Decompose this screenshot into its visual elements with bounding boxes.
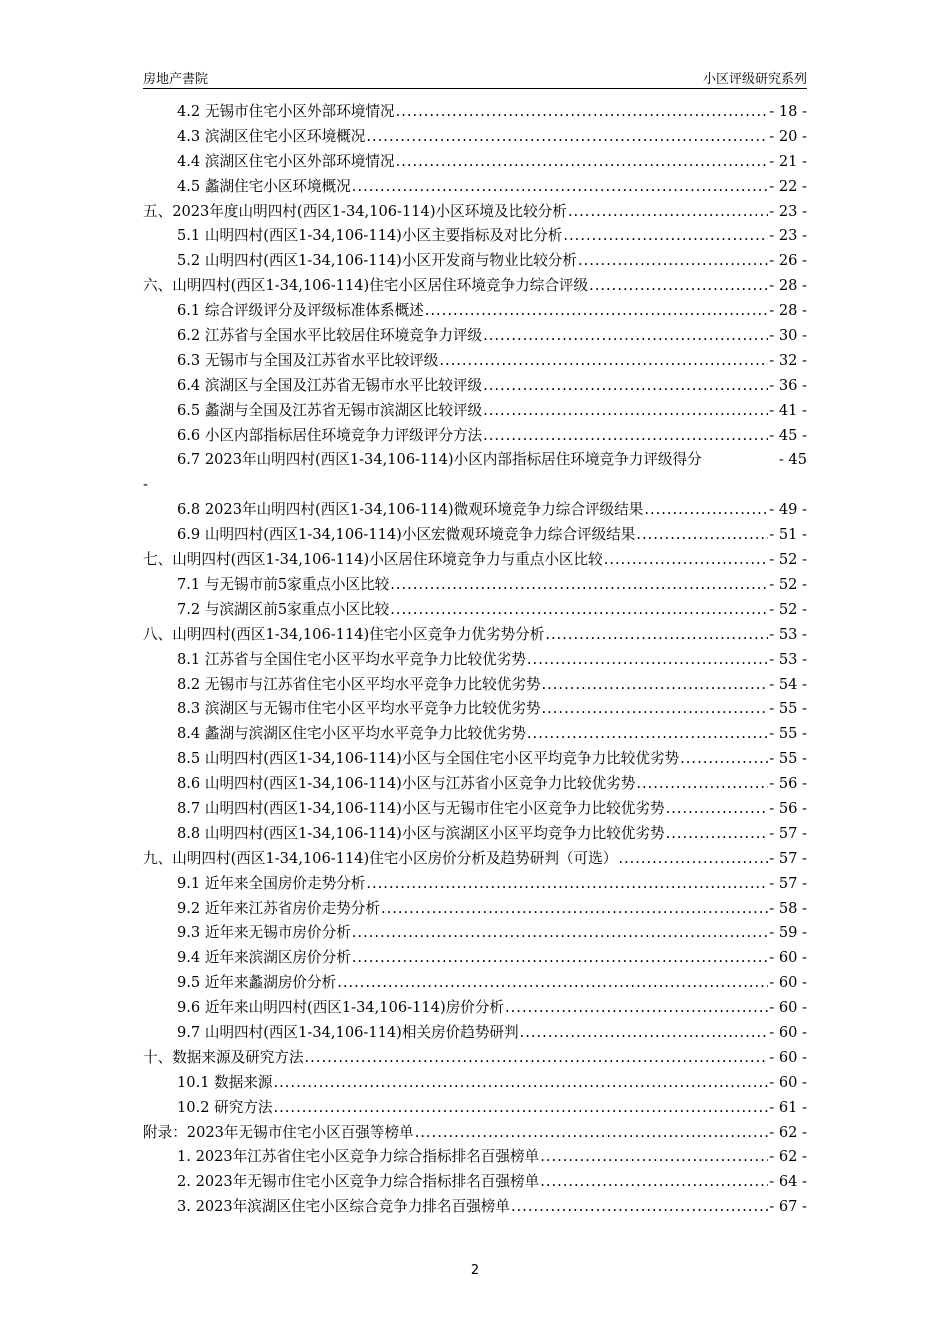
toc-entry-page: - 61 - [769,1098,807,1116]
toc-entry-page: - 62 - [769,1148,807,1166]
toc-entry[interactable] [143,1046,807,1071]
toc-entry[interactable] [143,424,807,449]
toc-entry-title: 5.1 山明四村(西区1-34,106-114)小区主要指标及对比分析 [177,227,563,245]
dot-leader [545,623,768,648]
dot-leader [390,598,768,623]
toc-entry[interactable] [143,697,807,722]
toc-entry[interactable] [143,971,807,996]
toc-entry[interactable] [143,1021,807,1046]
toc-entry[interactable] [143,747,807,772]
toc-entry-title: 6.4 滨湖区与全国及江苏省无锡市水平比较评级 [177,376,483,394]
toc-entry-page: - 60 - [769,974,807,992]
toc-entry[interactable] [143,224,807,249]
dot-leader [305,1046,769,1071]
toc-entry-page: - 64 - [769,1173,807,1191]
dot-leader [352,921,768,946]
toc-entry[interactable] [143,847,807,872]
toc-entry-title: 9.6 近年来山明四村(西区1-34,106-114)房价分析 [177,999,505,1017]
dot-leader [604,548,769,573]
toc-entry-title: 6.3 无锡市与全国及江苏省水平比较评级 [177,351,439,369]
toc-entry[interactable] [143,772,807,797]
toc-entry[interactable] [143,921,807,946]
toc-entry[interactable] [143,249,807,274]
dot-leader [636,772,768,797]
toc-entry-title: 8.4 蠡湖与滨湖区住宅小区平均水平竞争力比较优劣势 [177,725,526,743]
dot-leader [274,1071,769,1096]
toc-entry[interactable] [143,573,807,598]
toc-entry-page: - 55 - [769,700,807,718]
toc-entry-title: 9.1 近年来全国房价走势分析 [177,874,366,892]
dot-leader [527,648,768,673]
toc-entry-page: - 28 - [769,277,807,295]
toc-entry-page: - 62 - [769,1123,807,1141]
toc-entry[interactable] [143,523,807,548]
dot-leader [396,150,769,175]
dot-leader [439,349,768,374]
toc-entry-page: - 60 - [769,999,807,1017]
toc-entry-page: - 49 - [769,501,807,519]
toc-entry-page: - 18 - [769,103,807,120]
toc-entry[interactable] [143,1195,807,1220]
toc-entry-page: - 21 - [769,152,807,170]
toc-entry-page: - 67 - [769,1198,807,1216]
toc-entry-title: 6.5 蠡湖与全国及江苏省无锡市滨湖区比较评级 [177,401,483,419]
toc-entry-title: 5.2 山明四村(西区1-34,106-114)小区开发商与物业比较分析 [177,252,577,270]
toc-entry-page: - 28 - [769,302,807,320]
header-series-title: 小区评级研究系列 [702,72,807,87]
toc-entry-title: 附录：2023年无锡市住宅小区百强等榜单 [143,1123,414,1141]
toc-entry-page: - 57 - [769,874,807,892]
toc-entry-page: - 60 - [769,949,807,967]
toc-entry-title: 10.1 数据来源 [177,1073,273,1091]
toc-entry-title: 6.7 2023年山明四村(西区1-34,106-114)小区内部指标居住环境竞争力评级得分 [177,451,702,469]
toc-entry-title: 6.9 山明四村(西区1-34,106-114)小区宏微观环境竞争力综合评级结果 [177,526,636,544]
toc-entry[interactable] [143,822,807,847]
toc-entry-title: 8.5 山明四村(西区1-34,106-114)小区与全国住宅小区平均竞争力比较优劣势 [177,750,680,768]
dot-leader [666,822,769,847]
toc-entry-page: - 56 - [769,799,807,817]
toc-entry[interactable] [143,1096,807,1121]
toc-entry[interactable] [143,299,807,324]
table-of-contents [143,100,807,1220]
dot-leader [542,673,769,698]
toc-entry-page: - 23 - [769,202,807,220]
dot-leader [520,1021,769,1046]
toc-entry-page: - 36 - [769,376,807,394]
dot-leader [505,996,768,1021]
toc-entry-page: - 52 - [769,551,807,569]
toc-entry-page: - 54 - [769,675,807,693]
toc-entry-title: 8.3 滨湖区与无锡市住宅小区平均水平竞争力比较优劣势 [177,700,541,718]
toc-entry-title: 9.3 近年来无锡市房价分析 [177,924,351,942]
toc-entry[interactable] [143,150,807,175]
toc-entry[interactable] [143,324,807,349]
toc-entry[interactable] [143,200,807,225]
toc-entry-title: 7.2 与滨湖区前5家重点小区比较 [177,600,390,618]
toc-entry[interactable] [143,673,807,698]
toc-entry-page: - 57 - [769,849,807,867]
toc-entry-title: 8.6 山明四村(西区1-34,106-114)小区与江苏省小区竞争力比较优劣势 [177,775,636,793]
dot-leader [680,747,768,772]
dot-leader [636,523,768,548]
toc-entry-title: 8.2 无锡市与江苏省住宅小区平均水平竞争力比较优劣势 [177,675,541,693]
toc-entry-title: 9.5 近年来蠡湖房价分析 [177,974,337,992]
toc-entry-title: 五、2023年度山明四村(西区1-34,106-114)小区环境及比较分析 [143,202,567,220]
toc-entry-title: 4.2 无锡市住宅小区外部环境情况 [177,103,395,120]
toc-entry[interactable] [143,100,807,125]
dot-leader [618,847,768,872]
toc-entry[interactable] [143,1145,807,1170]
toc-entry[interactable] [143,722,807,747]
dot-leader [390,573,768,598]
toc-entry[interactable] [143,399,807,424]
toc-entry-page: - 52 - [769,600,807,618]
toc-entry-title: 4.4 滨湖区住宅小区外部环境情况 [177,152,395,170]
toc-entry[interactable] [143,996,807,1021]
toc-entry-title: 2. 2023年无锡市住宅小区竞争力综合指标排名百强榜单 [177,1173,540,1191]
toc-entry-page: - 45 - [769,426,807,444]
toc-entry-title: 9.4 近年来滨湖区房价分析 [177,949,351,967]
toc-entry-title: 7.1 与无锡市前5家重点小区比较 [177,575,390,593]
toc-entry-page: - 60 - [769,1048,807,1066]
dot-leader [483,374,768,399]
toc-entry[interactable] [143,598,807,623]
toc-entry[interactable] [143,448,807,498]
toc-entry-page: - 60 - [769,1023,807,1041]
toc-entry[interactable] [143,797,807,822]
toc-entry[interactable] [143,175,807,200]
dot-leader [483,399,768,424]
dot-leader [589,274,768,299]
toc-entry[interactable] [143,1071,807,1096]
dot-leader [352,946,768,971]
toc-entry[interactable] [143,946,807,971]
toc-entry-title: 6.1 综合评级评分及评级标准体系概述 [177,302,424,320]
dot-leader [540,1145,768,1170]
toc-entry-title: 10.2 研究方法 [177,1098,273,1116]
toc-entry-page: - 32 - [769,351,807,369]
toc-entry-page: - 26 - [769,252,807,270]
dot-leader [578,249,768,274]
toc-entry-title: 6.2 江苏省与全国水平比较居住环境竞争力评级 [177,327,483,345]
page-number: 2 [470,1263,480,1278]
dot-leader [274,1096,769,1121]
dot-leader [396,100,769,125]
toc-entry[interactable] [143,872,807,897]
toc-entry[interactable] [143,1121,807,1146]
toc-entry-title: 8.8 山明四村(西区1-34,106-114)小区与滨湖区小区平均竞争力比较优劣势 [177,824,665,842]
dot-leader [644,498,768,523]
dot-leader [366,125,768,150]
dot-leader [563,224,768,249]
toc-entry-title: 4.5 蠡湖住宅小区环境概况 [177,177,351,195]
toc-entry-page: - 53 - [769,625,807,643]
toc-entry-page: - 41 - [769,401,807,419]
dot-leader [483,424,768,449]
toc-entry[interactable] [143,374,807,399]
dot-leader [568,200,768,225]
dot-leader [542,697,769,722]
toc-entry-page: - 58 - [769,899,807,917]
toc-entry-title: 十、数据来源及研究方法 [143,1048,304,1066]
dot-leader [352,175,768,200]
toc-entry-title: 8.7 山明四村(西区1-34,106-114)小区与无锡市住宅小区竞争力比较优劣势 [177,799,665,817]
toc-entry[interactable] [143,498,807,523]
dot-leader [381,897,768,922]
toc-entry-page: - 60 - [769,1073,807,1091]
toc-entry-title: 9.2 近年来江苏省房价走势分析 [177,899,380,917]
toc-entry-title: 九、山明四村(西区1-34,106-114)住宅小区房价分析及趋势研判（可选） [143,849,618,867]
toc-entry-page: - 56 - [769,775,807,793]
toc-entry[interactable] [143,648,807,673]
toc-entry-page: - 55 - [769,750,807,768]
toc-entry-page: - 45 [778,451,807,469]
toc-entry[interactable] [143,125,807,150]
toc-entry-page: - 20 - [769,127,807,145]
toc-entry-title: 6.6 小区内部指标居住环境竞争力评级评分方法 [177,426,483,444]
toc-entry-title: 6.8 2023年山明四村(西区1-34,106-114)微观环境竞争力综合评级结果 [177,501,644,519]
dot-leader [337,971,768,996]
toc-entry-page: - 51 - [769,526,807,544]
dot-leader [366,872,768,897]
dot-leader [666,797,769,822]
toc-entry-page: - 22 - [769,177,807,195]
dot-leader [540,1170,768,1195]
toc-entry-title: 4.3 滨湖区住宅小区环境概况 [177,127,366,145]
dot-leader [415,1121,769,1146]
dot-leader [511,1195,768,1220]
toc-entry-page: - 30 - [769,327,807,345]
dot-leader [527,722,768,747]
toc-entry-page: - 59 - [769,924,807,942]
toc-entry-page: - 23 - [769,227,807,245]
toc-entry-page: - 57 - [769,824,807,842]
toc-entry[interactable] [143,1170,807,1195]
toc-entry-title: 六、山明四村(西区1-34,106-114)住宅小区居住环境竞争力综合评级 [143,277,589,295]
toc-entry-title: 八、山明四村(西区1-34,106-114)住宅小区竞争力优劣势分析 [143,625,545,643]
page-header [143,66,807,89]
toc-entry[interactable] [143,349,807,374]
toc-entry-title: 8.1 江苏省与全国住宅小区平均水平竞争力比较优劣势 [177,650,526,668]
toc-entry-page: - 52 - [769,575,807,593]
toc-entry-title: 1. 2023年江苏省住宅小区竞争力综合指标排名百强榜单 [177,1148,540,1166]
toc-entry-page-continuation: - [143,476,148,494]
toc-entry-title: 9.7 山明四村(西区1-34,106-114)相关房价趋势研判 [177,1023,519,1041]
header-publisher: 房地产書院 [143,72,209,87]
toc-entry-title: 七、山明四村(西区1-34,106-114)小区居住环境竞争力与重点小区比较 [143,551,603,569]
toc-entry-title: 3. 2023年滨湖区住宅小区综合竞争力排名百强榜单 [177,1198,510,1216]
toc-entry[interactable] [143,623,807,648]
dot-leader [483,324,768,349]
toc-entry-page: - 53 - [769,650,807,668]
toc-entry[interactable] [143,274,807,299]
toc-entry[interactable] [143,548,807,573]
toc-entry-page: - 55 - [769,725,807,743]
toc-entry[interactable] [143,897,807,922]
dot-leader [425,299,769,324]
